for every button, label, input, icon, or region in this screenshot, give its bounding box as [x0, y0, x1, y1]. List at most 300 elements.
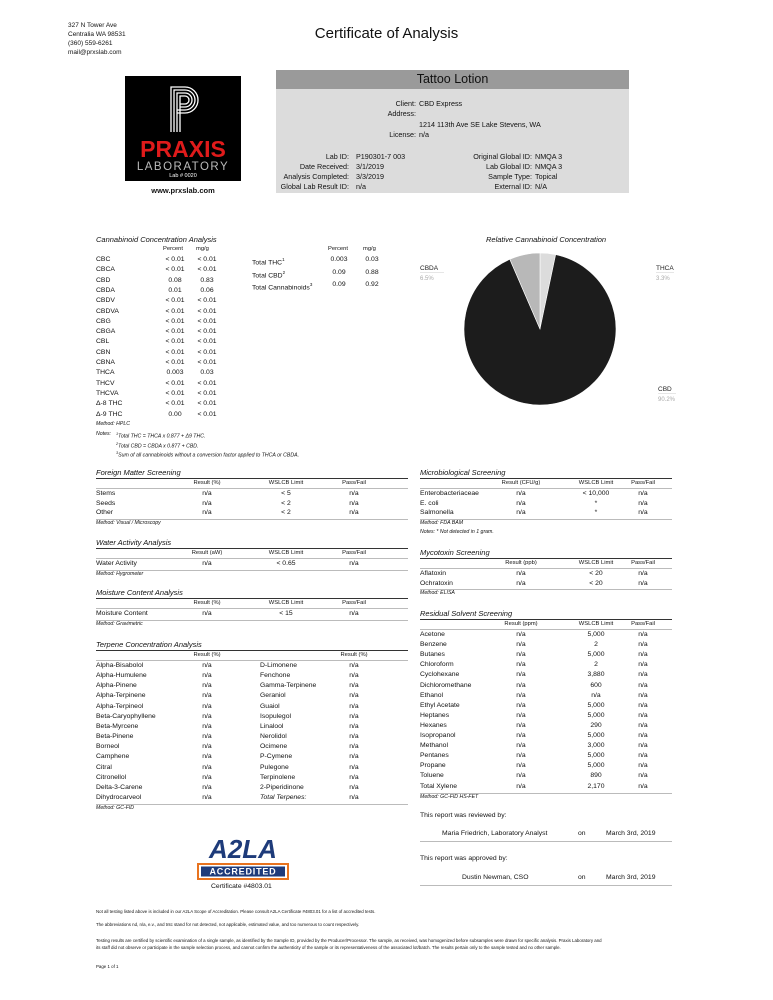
cannabinoid-name: CBC [96, 256, 111, 263]
reviewed-date: March 3rd, 2019 [606, 830, 656, 837]
solvent-row-value: n/a [516, 762, 526, 770]
total-footnote-mark: 1 [282, 257, 285, 262]
terpene-value: n/a [202, 692, 212, 700]
foreign-row-value: n/a [349, 490, 359, 497]
solvent-row-value: n/a [638, 772, 648, 780]
cannabinoid-name: CBGA [96, 328, 116, 336]
totals-mg-header: mg/g [363, 246, 376, 252]
total-label-text: Total THC [252, 259, 283, 267]
terpene-name: Gamma-Terpinene [260, 682, 317, 690]
reviewer-name: Maria Friedrich, Laboratory Analyst [442, 830, 548, 837]
cannabinoid-mg: < 0.01 [197, 389, 217, 397]
terpene-name: Dihydrocarveol [96, 793, 142, 801]
foreign-title: Foreign Matter Screening [96, 468, 181, 477]
terpene-value: n/a [349, 682, 359, 690]
terpene-value: n/a [202, 722, 212, 730]
myco-title: Mycotoxin Screening [420, 548, 490, 557]
water-row-value: < 0.65 [276, 560, 296, 567]
water-header: WSLCB Limit [268, 550, 304, 556]
total-footnote-mark: 2 [282, 269, 286, 275]
terpene-name: Camphene [96, 753, 130, 761]
cannabinoid-mg: < 0.01 [197, 400, 217, 408]
solvent-row-value: n/a [638, 651, 648, 659]
cannabinoid-percent: < 0.01 [165, 379, 185, 387]
solvent-row-value: n/a [638, 762, 648, 770]
review-signature-line [420, 841, 672, 842]
foreign-row-name: Seeds [96, 499, 116, 507]
address-label: Address: [387, 109, 416, 118]
terpene-value: n/a [202, 702, 212, 710]
cannabinoid-percent: < 0.01 [165, 400, 185, 408]
solvent-title-rule [420, 619, 672, 620]
solvent-row-value: n/a [638, 661, 648, 669]
approved-date: March 3rd, 2019 [606, 874, 656, 881]
water-title: Water Activity Analysis [96, 538, 172, 547]
solvent-row-value: n/a [516, 732, 526, 739]
cannabinoid-percent-header: Percent [163, 246, 183, 252]
solvent-row-value: n/a [516, 742, 526, 750]
cannabinoid-mg: < 0.01 [197, 328, 217, 336]
praxis-logo [125, 76, 241, 181]
cannabinoid-percent: < 0.01 [165, 266, 185, 274]
terpene-right-header: Result (%) [340, 652, 368, 658]
address-value: 1214 113th Ave SE Lake Stevens, WA [419, 120, 541, 129]
original-global-id-label: Original Global ID: [473, 152, 532, 161]
solvent-row-value: n/a [516, 641, 526, 649]
sample-type-value: Topical [535, 172, 558, 181]
page-title: Certificate of Analysis [314, 25, 459, 42]
cannabinoid-name: CBDV [96, 297, 115, 305]
cannabinoid-name: Δ-9 THC [96, 410, 123, 418]
client-label: Client: [395, 99, 416, 108]
lab-global-id-value: NMQA 3 [535, 162, 563, 171]
global-lab-result-label: Global Lab Result ID: [280, 182, 349, 191]
terpene-name: Terpinolene [260, 773, 296, 781]
cannabinoid-percent: < 0.01 [165, 338, 185, 346]
foreign-row-value: n/a [202, 490, 212, 497]
terpene-method: Method: GC-FID [96, 805, 135, 812]
terpene-name: Beta-Pinene [96, 733, 134, 741]
solvent-row-value: n/a [638, 671, 648, 679]
myco-header: Pass/Fail [631, 560, 655, 566]
solvent-row-value: 290 [590, 721, 602, 729]
solvent-row-name: Acetone [420, 631, 445, 638]
total-label [252, 280, 312, 293]
logo-sub: LABORATORY [136, 161, 230, 173]
pie-value-thca: 3.3% [656, 276, 670, 282]
terpene-name: Total Terpenes: [260, 793, 307, 801]
myco-end-rule [420, 589, 672, 590]
cannabinoid-percent: < 0.01 [165, 328, 185, 336]
myco-row-value: < 20 [589, 579, 603, 587]
solvent-row-value: n/a [516, 782, 526, 790]
solvent-row-name: Total Xylene [420, 782, 458, 790]
lab-website: www.prxslab.com [151, 186, 215, 195]
cannabinoid-name: THCA [96, 369, 115, 377]
lab-id-value: P190301-7 003 [356, 152, 406, 161]
global-lab-result-value: n/a [356, 182, 366, 191]
total-mg: 0.88 [365, 268, 379, 276]
solvent-row-value: n/a [638, 631, 648, 638]
solvent-row-name: Methanol [420, 742, 448, 750]
solvent-row-value: 5,000 [587, 651, 605, 659]
terpene-name: Borneol [96, 743, 120, 751]
solvent-header: Result (ppm) [504, 621, 538, 627]
lab-global-id-label: Lab Global ID: [486, 162, 532, 171]
myco-row-value: n/a [516, 579, 526, 587]
terpene-value: n/a [349, 783, 359, 791]
solvent-row-name: Toluene [420, 772, 444, 780]
cannabinoid-percent: < 0.01 [165, 317, 185, 325]
cannabinoid-mg: < 0.01 [197, 266, 217, 274]
terpene-name: Nerolidol [260, 733, 287, 741]
solvent-row-value: n/a [591, 691, 601, 699]
solvent-row-name: Cyclohexane [420, 671, 460, 679]
solvent-row-value: n/a [638, 641, 648, 649]
moisture-row-value: n/a [349, 610, 359, 617]
cannabinoid-note [116, 450, 299, 460]
cannabinoid-method: Method: HPLC [96, 421, 131, 427]
terpene-name: Alpha-Terpineol [96, 702, 144, 710]
micro-header: WSLCB Limit [578, 480, 614, 486]
solvent-row-value: n/a [516, 711, 526, 719]
solvent-row-name: Ethanol [420, 691, 444, 699]
analysis-completed-value: 3/3/2019 [356, 172, 384, 181]
terpene-name: Alpha-Pinene [96, 682, 137, 690]
solvent-row-value: 5,000 [587, 701, 605, 709]
foreign-row-value: n/a [202, 499, 212, 507]
analysis-completed-label: Analysis Completed: [283, 172, 349, 181]
cannabinoid-mg: < 0.01 [197, 307, 217, 315]
myco-header: Result (ppb) [505, 560, 537, 566]
cannabinoid-percent: 0.01 [168, 286, 182, 294]
micro-row-value: * [594, 499, 598, 507]
cannabinoid-percent: 0.003 [166, 369, 184, 377]
solvent-row-value: n/a [516, 701, 526, 709]
terpene-value: n/a [349, 773, 359, 781]
approved-by-label: This report was approved by: [420, 855, 508, 862]
solvent-row-name: Chloroform [420, 661, 454, 669]
micro-row-value: n/a [516, 509, 526, 517]
cannabinoid-percent: < 0.01 [165, 389, 185, 397]
terpene-name: D-Limonene [260, 662, 298, 669]
foreign-row-value: < 2 [281, 499, 291, 507]
cannabinoid-mg: < 0.01 [197, 359, 217, 366]
myco-row-value: n/a [638, 579, 648, 587]
micro-header: Pass/Fail [631, 480, 655, 486]
cannabinoid-name: CBDVA [96, 307, 119, 315]
myco-row-value: n/a [638, 570, 648, 577]
solvent-row-value: 2 [594, 661, 598, 669]
moisture-header: WSLCB Limit [268, 600, 304, 606]
solvent-row-name: Heptanes [420, 711, 450, 719]
pie-label-cbda: CBDA [420, 265, 439, 272]
terpene-name: Citronellol [96, 773, 127, 781]
cannabinoid-percent: < 0.01 [165, 348, 185, 356]
cannabinoid-name: CBNA [96, 359, 115, 366]
foreign-method: Method: Visual / Microscopy [96, 520, 161, 527]
footer-abbreviations: The abbreviations nd, n/a, e.v., and tntc stand for not detected, not applicable, estimated value, and too numerous to count respectively. [96, 922, 360, 927]
water-row-value: n/a [349, 560, 359, 567]
chart-title: Relative Cannabinoid Concentration [486, 235, 607, 244]
footer-certification-2: its staff did not observe or participate in the sample selection process, and cannot confirm the authenticity of the sample or its representativeness of the associated lot/batch. The results pertain only to the sample tested and no other sample. [96, 945, 561, 950]
cannabinoid-percent: < 0.01 [165, 359, 185, 366]
cannabinoid-percent: 0.08 [168, 276, 182, 284]
terpene-value: n/a [349, 672, 359, 680]
date-received-label: Date Received: [299, 162, 349, 171]
foreign-header: WSLCB Limit [268, 480, 304, 486]
notes-label: Notes: [96, 431, 111, 437]
cannabinoid-mg: 0.06 [200, 286, 214, 294]
cannabinoid-name: CBDA [96, 286, 115, 294]
terpene-left-header: Result (%) [193, 652, 221, 658]
cannabinoid-mg: < 0.01 [197, 297, 217, 305]
cannabinoid-mg: < 0.01 [197, 379, 217, 387]
p-monogram-icon [168, 84, 200, 134]
solvent-row-value: 2,170 [587, 782, 605, 790]
micro-method: Method: FDA BAM [420, 520, 464, 527]
terpene-name: Alpha-Terpinene [96, 692, 146, 700]
note-text: Sum of all cannabinoids without a conversion factor applied to THCA or CBDA. [118, 452, 300, 459]
sample-type-label: Sample Type: [488, 172, 532, 181]
solvent-row-value: n/a [638, 691, 648, 699]
solvent-row-value: 2 [594, 641, 598, 649]
foreign-row-value: n/a [349, 509, 359, 517]
solvent-row-value: n/a [638, 752, 648, 760]
water-row-value: n/a [202, 560, 212, 567]
water-method: Method: Hygrometer [96, 570, 144, 577]
cannabinoid-mg: < 0.01 [197, 256, 217, 263]
terpene-title: Terpene Concentration Analysis [96, 640, 202, 649]
terpene-value: n/a [349, 692, 359, 700]
a2la-accredited-badge [195, 820, 295, 882]
original-global-id-value: NMQA 3 [535, 152, 563, 161]
cannabinoid-name: THCVA [96, 389, 119, 397]
terpene-value: n/a [202, 783, 212, 791]
foreign-header: Pass/Fail [342, 480, 366, 486]
solvent-row-value: 3,000 [587, 742, 605, 750]
solvent-row-value: n/a [638, 742, 648, 750]
terpene-name: Pulegone [260, 763, 289, 771]
solvent-row-name: Benzene [420, 641, 447, 649]
cannabinoid-name: CBG [96, 317, 111, 325]
solvent-row-value: 890 [590, 772, 602, 780]
solvent-row-value: n/a [638, 732, 648, 739]
terpene-name: P-Cymene [260, 753, 293, 761]
moisture-title-rule [96, 598, 408, 599]
micro-row-name: Salmonella [420, 509, 454, 517]
terpene-value: n/a [202, 763, 212, 771]
license-value: n/a [419, 130, 429, 139]
terpene-value: n/a [349, 702, 359, 710]
terpene-name: Beta-Myrcene [96, 722, 139, 730]
solvent-row-value: n/a [516, 721, 526, 729]
micro-row-value: < 10,000 [582, 490, 610, 497]
external-id-value: N/A [535, 182, 547, 191]
micro-notes: Notes: * Not detected in 1 gram. [420, 529, 494, 536]
note-number: 3 [116, 451, 119, 455]
lab-address: 327 N Tower Ave Centralia WA 98531 (360) 559-6261 mail@prxslab.com [68, 22, 126, 56]
foreign-row-name: Other [96, 509, 113, 517]
total-label [252, 268, 285, 281]
water-header: Pass/Fail [342, 550, 366, 556]
solvent-row-value: n/a [638, 782, 648, 790]
terpene-value: n/a [202, 773, 212, 781]
cannabinoid-note [116, 431, 205, 441]
foreign-row-name: Stems [96, 490, 116, 497]
approver-name: Dustin Newman, CSO [462, 874, 529, 881]
terpene-name: Isopulegol [260, 712, 291, 720]
terpene-value: n/a [349, 763, 359, 771]
cannabinoid-percent: < 0.01 [165, 307, 185, 315]
cannabinoid-note [116, 441, 198, 451]
terpene-value: n/a [202, 793, 212, 801]
myco-row-value: n/a [516, 570, 526, 577]
external-id-label: External ID: [494, 182, 532, 191]
cannabinoid-mg: 0.03 [200, 369, 214, 377]
cannabinoid-mg: < 0.01 [197, 317, 217, 325]
terpene-name: Beta-Caryophyllene [96, 712, 156, 720]
micro-row-value: n/a [638, 490, 648, 497]
terpene-name: Linalool [260, 722, 284, 730]
footer-scope-note: Not all testing listed above is included in our A2LA Scope of Accreditation. Please consult A2LA Certificate #4803.01 for a list of accredited tests. [96, 909, 376, 914]
moisture-row-name: Moisture Content [96, 610, 148, 617]
cannabinoid-name: THCV [96, 379, 115, 387]
pie-label-thca: THCA [656, 265, 674, 272]
terpene-value: n/a [349, 753, 359, 761]
micro-row-value: n/a [638, 509, 648, 517]
solvent-row-value: n/a [516, 752, 526, 760]
note-number: 1 [116, 432, 119, 436]
terpene-value: n/a [202, 682, 212, 690]
a2la-certificate: Certificate #4803.01 [211, 883, 272, 890]
terpene-value: n/a [349, 712, 359, 720]
micro-row-value: n/a [638, 499, 648, 507]
solvent-row-value: 5,000 [587, 631, 605, 638]
total-footnote-mark: 3 [309, 282, 313, 287]
terpene-end-rule [96, 804, 408, 805]
terpene-name: Delta-3-Carene [96, 783, 143, 791]
moisture-row-value: < 15 [279, 610, 293, 617]
micro-row-name: Enterobacteriaceae [420, 490, 479, 497]
cannabinoid-name: CBL [96, 338, 110, 346]
terpene-name: Geraniol [260, 692, 286, 700]
total-percent: 0.09 [332, 281, 346, 288]
solvent-header: WSLCB Limit [578, 621, 614, 627]
terpene-name: Guaiol [260, 702, 280, 710]
cannabinoid-mg-header: mg/g [196, 246, 209, 252]
terpene-name: Alpha-Bisabolol [96, 662, 144, 669]
micro-row-value: * [594, 509, 598, 517]
terpene-value: n/a [202, 712, 212, 720]
total-label [252, 255, 285, 268]
micro-title: Microbiological Screening [420, 468, 506, 477]
moisture-header: Pass/Fail [342, 600, 366, 606]
cannabinoid-mg: < 0.01 [197, 348, 217, 356]
solvent-method: Method: GC-FID HS-FET [420, 793, 479, 800]
cannabinoid-percent: < 0.01 [165, 256, 185, 263]
moisture-header: Result (%) [193, 600, 221, 606]
terpene-name: 2-Piperidinone [260, 783, 304, 791]
lab-id-label: Lab ID: [325, 152, 349, 161]
solvent-row-value: n/a [516, 691, 526, 699]
solvent-row-value: n/a [638, 681, 648, 689]
terpene-value: n/a [349, 733, 359, 741]
micro-row-name: E. coli [420, 499, 439, 507]
cannabinoid-name: CBCA [96, 266, 115, 274]
license-label: License: [389, 130, 416, 139]
badge-brand-text: A2LA [209, 834, 277, 864]
terpene-value: n/a [349, 662, 359, 669]
footer-certification-1: Testing results are certified by scientific examination of a single sample, as identified by the Sample ID, provided by the Producer/Processor. The sample, as received, was homogenized before subsamples were drawn for specific analysis. Praxis Laboratory and [96, 938, 602, 943]
solvent-row-value: n/a [516, 651, 526, 659]
solvent-title: Residual Solvent Screening [420, 609, 513, 618]
solvent-header: Pass/Fail [631, 621, 655, 627]
myco-row-name: Ochratoxin [420, 579, 453, 587]
foreign-header: Result (%) [193, 480, 221, 486]
solvent-row-name: Hexanes [420, 721, 447, 729]
terpene-name: Fenchone [260, 672, 291, 680]
water-header: Result (aW) [191, 550, 223, 556]
note-text: Total THC = THCA x 0.877 + Δ9 THC. [118, 433, 206, 440]
cannabinoid-title: Cannabinoid Concentration Analysis [96, 235, 217, 244]
terpene-value: n/a [349, 793, 359, 801]
badge-accredited-text: ACCREDITED [209, 866, 277, 877]
pie-label-cbd: CBD [658, 386, 672, 393]
note-text: Total CBD = CBDA x 0.877 + CBD. [118, 443, 199, 450]
terpene-title-rule [96, 650, 408, 651]
cannabinoid-mg: 0.83 [200, 276, 214, 284]
water-title-rule [96, 548, 408, 549]
total-percent: 0.003 [330, 256, 348, 263]
foreign-title-rule [96, 478, 408, 479]
terpene-value: n/a [202, 753, 212, 761]
solvent-row-value: n/a [638, 711, 648, 719]
page-number: Page 1 of 1 [96, 964, 119, 969]
moisture-row-value: n/a [202, 610, 212, 617]
total-label-text: Total Cannabinoids [252, 284, 310, 292]
water-row-name: Water Activity [96, 560, 137, 567]
product-name: Tattoo Lotion [276, 70, 629, 89]
sample-info-box [276, 89, 629, 193]
solvent-row-name: Ethyl Acetate [420, 701, 460, 709]
myco-row-value: < 20 [589, 570, 603, 577]
cannabinoid-mg: < 0.01 [197, 338, 217, 346]
approved-on-label: on [578, 874, 586, 881]
note-number: 2 [116, 441, 119, 446]
cannabinoid-name: CBD [96, 276, 111, 284]
solvent-row-name: Propane [420, 762, 446, 770]
cannabinoid-pie-chart [400, 248, 680, 408]
total-percent: 0.09 [332, 268, 346, 276]
foreign-row-value: < 2 [281, 509, 291, 517]
reviewed-by-label: This report was reviewed by: [420, 812, 507, 819]
totals-percent-header: Percent [328, 246, 348, 252]
solvent-row-value: n/a [516, 631, 526, 638]
solvent-row-value: n/a [516, 772, 526, 780]
approval-signature-line [420, 885, 672, 886]
logo-brand: PRAXIS [140, 136, 226, 162]
terpene-name: Alpha-Humulene [96, 672, 147, 680]
solvent-row-value: n/a [638, 701, 648, 709]
solvent-row-value: n/a [516, 671, 526, 679]
myco-title-rule [420, 558, 672, 559]
solvent-row-value: n/a [516, 661, 526, 669]
date-received-value: 3/1/2019 [356, 162, 384, 171]
solvent-row-value: 3,880 [587, 671, 605, 679]
pie-value-cbda: 6.5% [420, 276, 434, 282]
myco-row-name: Aflatoxin [420, 570, 447, 577]
